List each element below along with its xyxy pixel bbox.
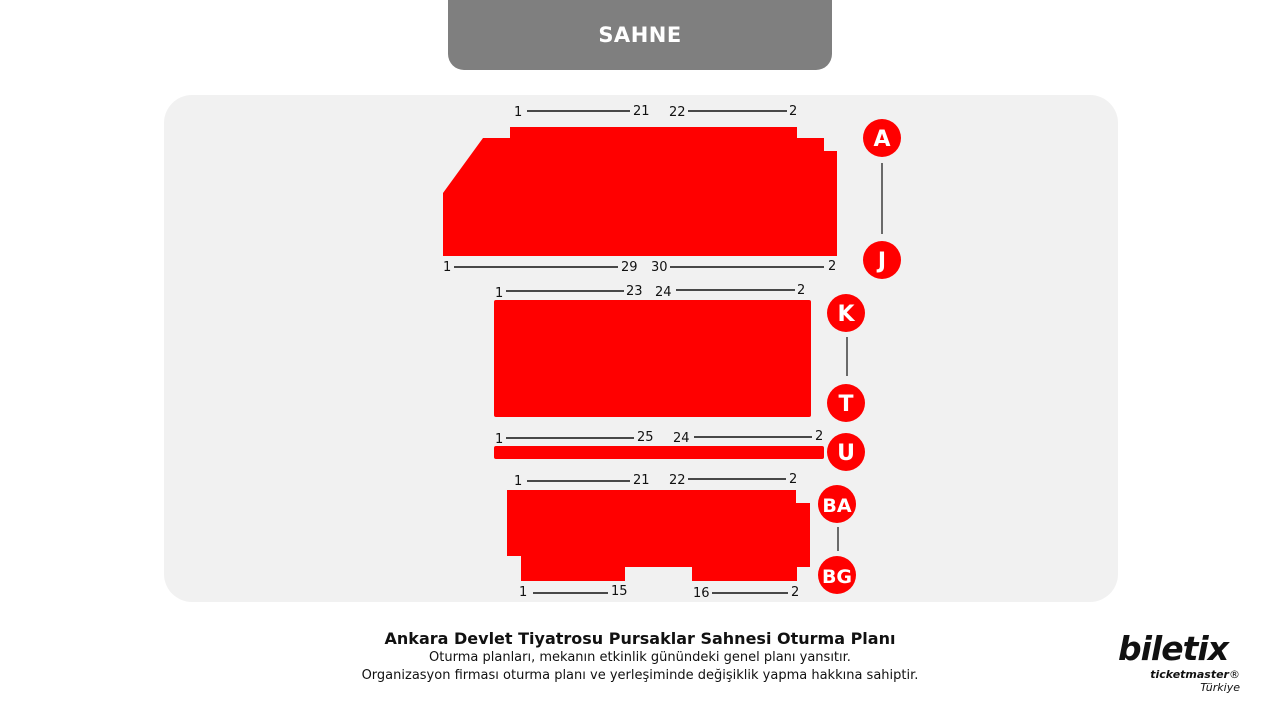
section-u-top-seat-numbers <box>495 429 823 447</box>
logo-subtitle: ticketmaster® Türkiye <box>1150 668 1240 694</box>
logo-brand: biletix <box>1118 629 1228 668</box>
plan-footer <box>0 628 1280 685</box>
logo-sub-brand: ticketmaster <box>1150 668 1229 681</box>
section-ba-bg-bottom-seat-numbers <box>519 584 799 601</box>
row-badge-j[interactable] <box>863 241 901 279</box>
disclaimer-line-1: Oturma planları, mekanın etkinlik günündeki genel planı yansıtır. <box>429 650 851 665</box>
section-u[interactable] <box>494 446 824 459</box>
seat-number: 1 <box>514 105 523 120</box>
seat-number: 15 <box>611 584 628 599</box>
section-k-t[interactable] <box>494 300 811 417</box>
disclaimer-line-2: Organizasyon firması oturma planı ve yerleşiminde değişiklik yapma hakkına sahiptir. <box>361 668 919 683</box>
section-ba-bg-top-seat-numbers <box>514 472 797 489</box>
seat-number: 2 <box>789 104 798 119</box>
seat-number: 24 <box>655 285 672 300</box>
row-letter: A <box>873 127 891 152</box>
seat-number: 22 <box>669 105 686 120</box>
seat-number: 1 <box>514 474 523 489</box>
seat-number: 25 <box>637 430 654 445</box>
row-badge-a[interactable] <box>863 119 901 157</box>
seat-number: 29 <box>621 260 638 275</box>
section-a-j-bottom-seat-numbers <box>443 259 836 275</box>
logo-sub-region: Türkiye <box>1200 681 1240 694</box>
seat-number: 2 <box>815 429 824 444</box>
seat-number: 21 <box>633 104 650 119</box>
row-badge-t[interactable] <box>827 384 865 422</box>
seat-number: 21 <box>633 473 650 488</box>
row-badge-k[interactable] <box>827 294 865 332</box>
row-letter: J <box>877 249 887 274</box>
seat-number: 1 <box>495 286 504 301</box>
stage-label: SAHNE <box>598 23 682 47</box>
seat-number: 30 <box>651 260 668 275</box>
row-letter: BA <box>822 495 852 517</box>
row-badge-ba[interactable] <box>818 485 856 523</box>
row-badge-bg[interactable] <box>818 556 856 594</box>
row-letter: K <box>837 302 855 327</box>
seat-number: 2 <box>789 472 798 487</box>
seat-number: 23 <box>626 284 643 299</box>
venue-title: Ankara Devlet Tiyatrosu Pursaklar Sahnesi Oturma Planı <box>384 629 896 648</box>
seat-number: 22 <box>669 473 686 488</box>
row-letter: U <box>837 441 855 466</box>
seat-number: 24 <box>673 431 690 446</box>
seat-number: 1 <box>519 585 528 600</box>
biletix-logo <box>1116 630 1240 694</box>
section-ba-bg[interactable] <box>507 490 810 581</box>
row-badge-u[interactable] <box>827 433 865 471</box>
row-letter: T <box>838 392 854 417</box>
section-a-j-top-seat-numbers <box>514 104 797 120</box>
seat-number: 2 <box>791 585 800 600</box>
seat-number: 2 <box>828 259 837 274</box>
section-k-t-top-seat-numbers <box>495 283 805 301</box>
section-a-j[interactable] <box>443 127 837 256</box>
seat-number: 1 <box>495 432 504 447</box>
row-letter: BG <box>821 566 853 588</box>
seat-number: 1 <box>443 260 452 275</box>
seat-number: 2 <box>797 283 806 298</box>
seat-number: 16 <box>693 586 710 601</box>
